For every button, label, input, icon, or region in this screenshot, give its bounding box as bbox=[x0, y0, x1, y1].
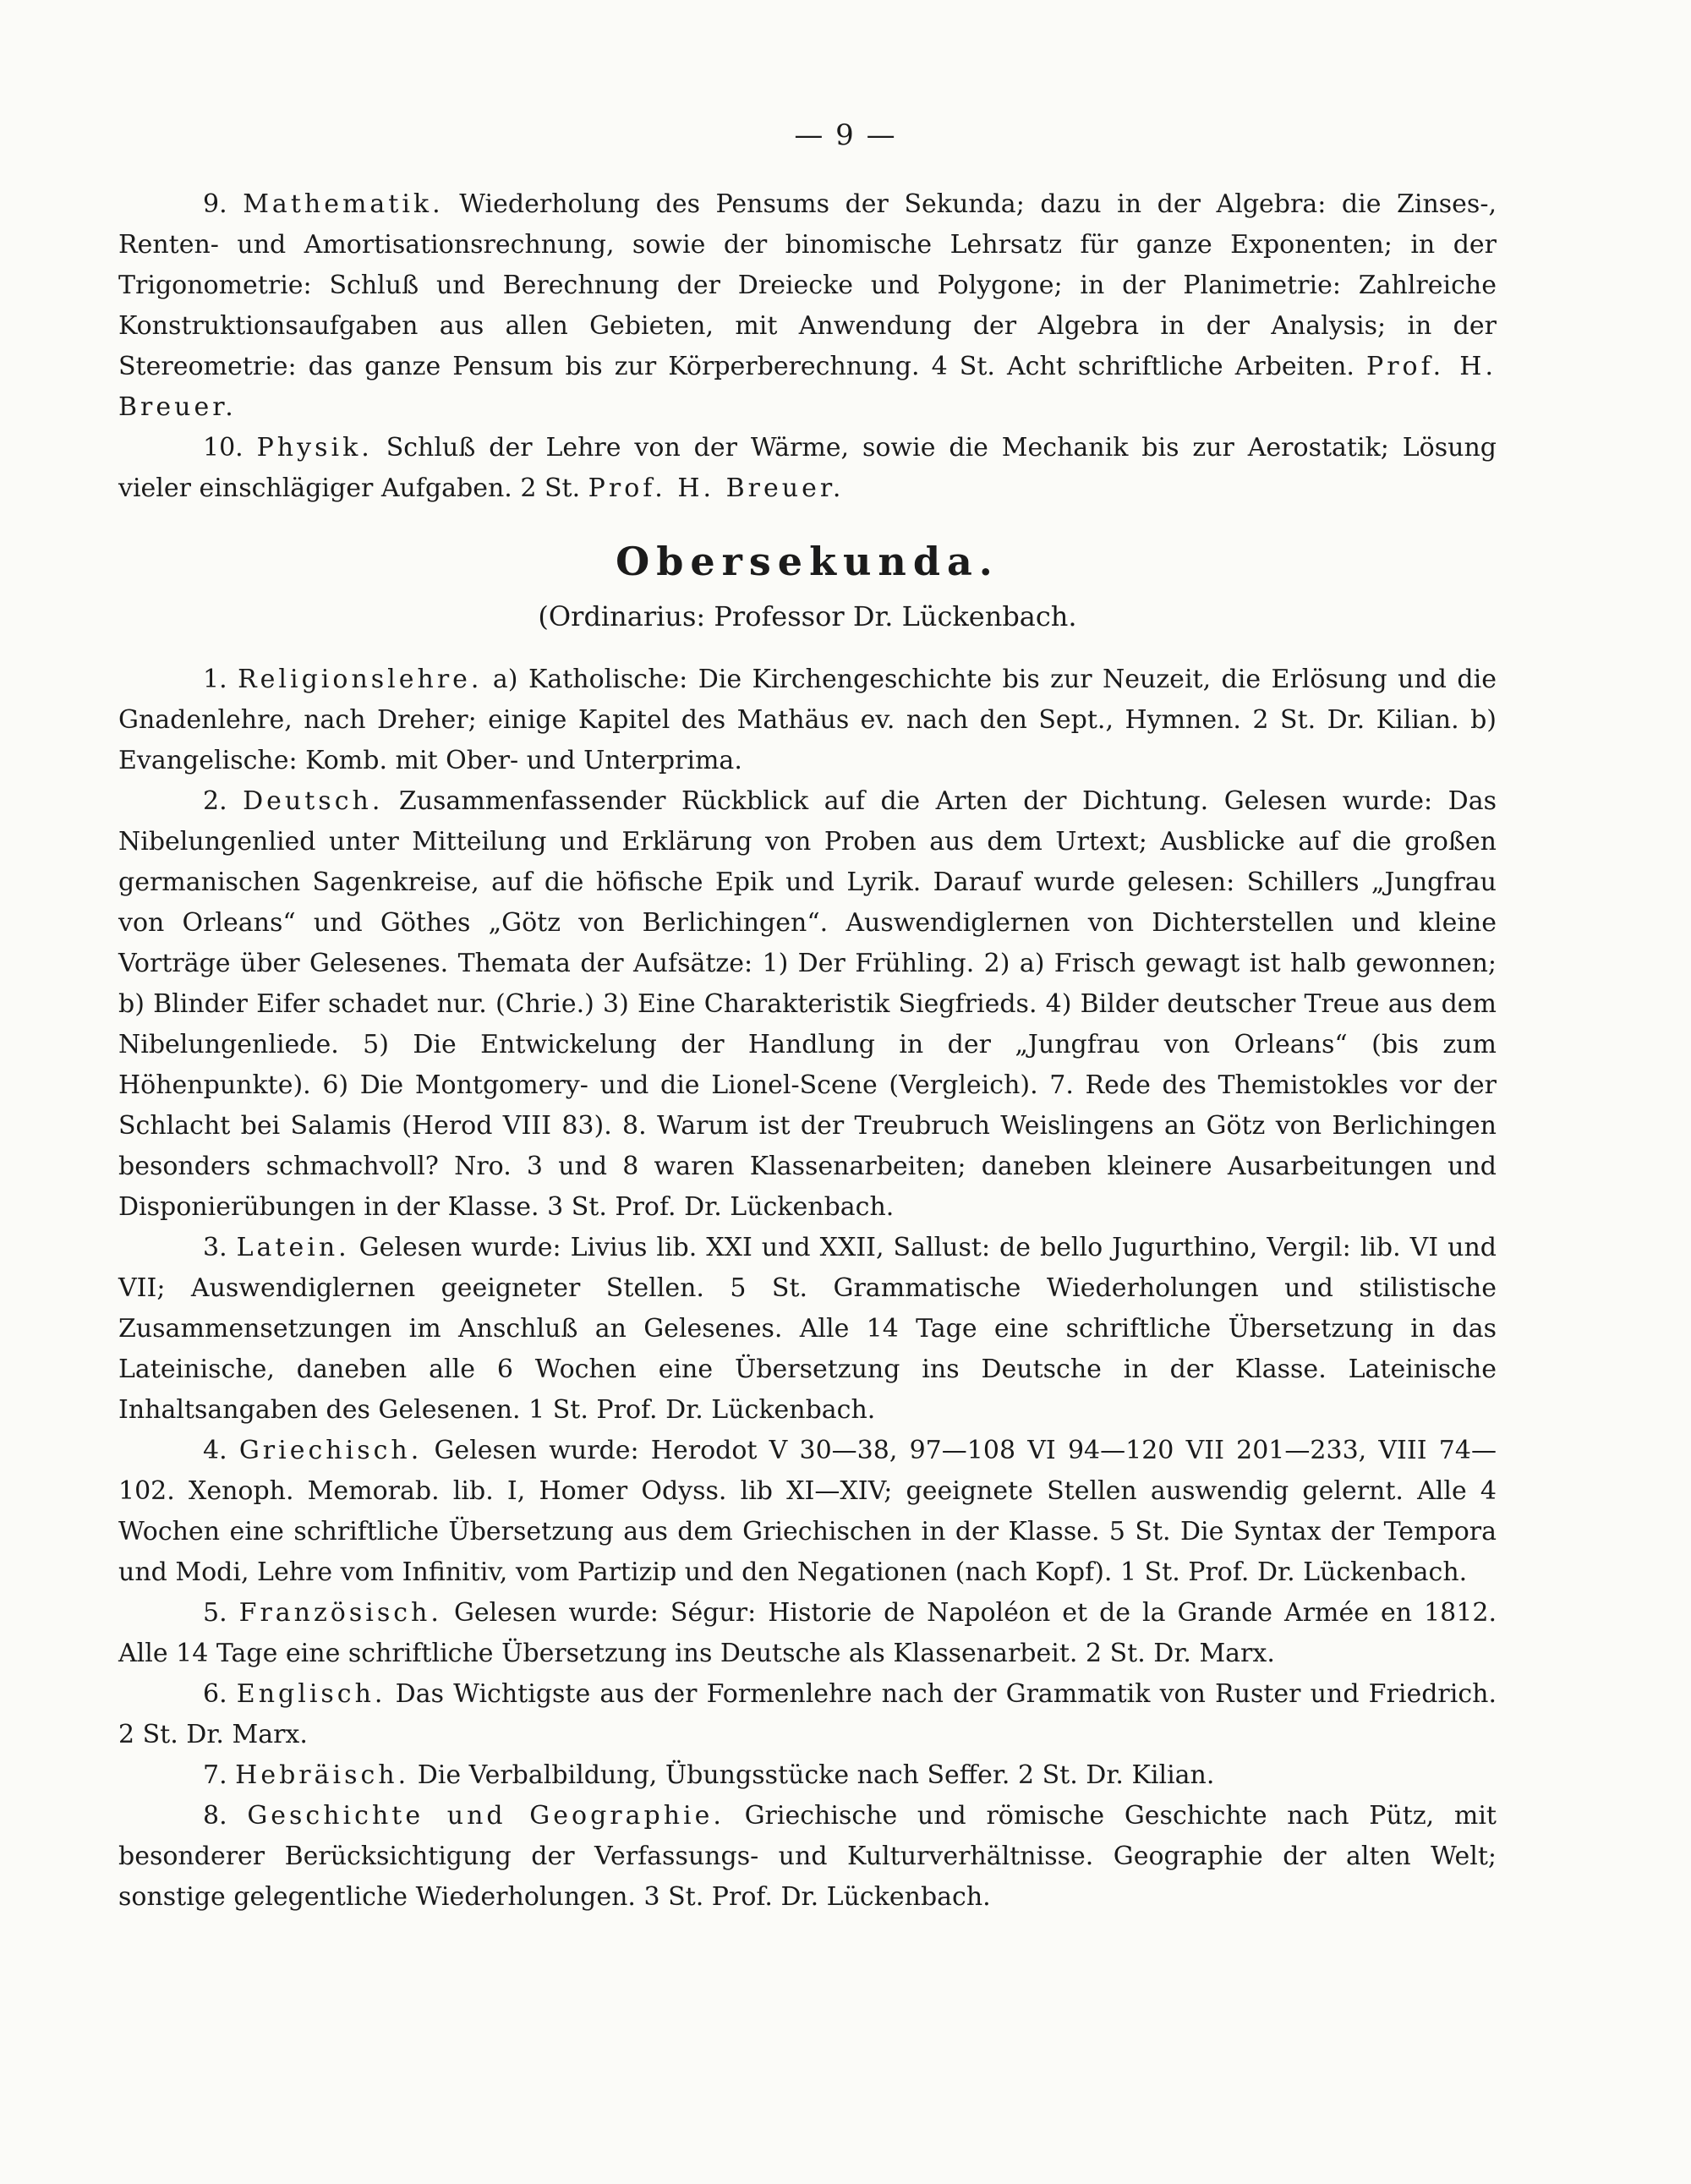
section-title: Obersekunda. bbox=[616, 539, 999, 584]
teacher-name: Prof. H. Breuer. bbox=[118, 352, 1497, 422]
paragraph-franzoesisch bbox=[118, 1593, 1497, 1674]
subject-heading: Griechisch. bbox=[238, 1436, 423, 1465]
subject-heading: Englisch. bbox=[236, 1679, 386, 1709]
paragraph-text: Gelesen wurde: Livius lib. XXI und XXII, Sallust: de bello Jugurthino, Vergil: lib. VI und VII; Auswendiglernen geeigneter Stellen. 5 St. Grammatische Wiederholungen und stilistische Zusammensetzungen im Anschluß an Gelesenes. Alle 14 Tage eine schriftliche Übersetzung in das Lateinische, daneben alle 6 Wochen eine Übersetzung ins Deutsche in der Klasse. Lateinische Inhaltsangaben des Gelesenen. 1 St. Prof. Dr. Lückenbach. bbox=[118, 1233, 1497, 1425]
item-number: 3. bbox=[203, 1233, 227, 1262]
paragraph-text: Zusammenfassender Rückblick auf die Arten der Dichtung. Gelesen wurde: Das Nibelungenlied unter Mitteilung und Erklärung von Proben aus dem Urtext; Ausblicke auf die großen germanischen Sagenkreise, auf die höfische Epik und Lyrik. Darauf wurde gelesen: Schillers „Jungfrau von Orleans“ und Göthes „Götz von Berlichingen“. Auswendiglernen von Dichterstellen und kleine Vorträge über Gelesenes. Themata der Aufsätze: 1) Der Frühling. 2) a) Frisch gewagt ist halb gewonnen; b) Blinder Eifer schadet nur. (Chrie.) 3) Eine Charakteristik Siegfrieds. 4) Bilder deutscher Treue aus dem Nibelungenliede. 5) Die Entwickelung der Handlung in der „Jungfrau von Orleans“ (bis zum Höhenpunkte). 6) Die Montgomery- und die Lionel-Scene (Vergleich). 7. Rede des Themistokles vor der Schlacht bei Salamis (Herod VIII 83). 8. Warum ist der Treubruch Weislingens an Götz von Berlichingen besonders schmachvoll? Nro. 3 und 8 waren Klassenarbeiten; daneben kleinere Ausarbeitungen und Disponierübungen in der Klasse. 3 St. Prof. Dr. Lückenbach. bbox=[118, 786, 1497, 1222]
page-content bbox=[118, 184, 1497, 1918]
subject-heading: Religionslehre. bbox=[238, 665, 483, 694]
item-number: 1. bbox=[203, 665, 227, 694]
teacher-name: Prof. H. Breuer. bbox=[588, 473, 845, 503]
paragraph-text: a) Katholische: Die Kirchengeschichte bis zur Neuzeit, die Erlösung und die Gnadenlehre, nach Dreher; einige Kapitel des Mathäus ev. nach den Sept., Hymnen. 2 St. Dr. Kilian. b) Evangelische: Komb. mit Ober- und Unterprima. bbox=[118, 665, 1497, 775]
paragraph-text: Griechische und römische Geschichte nach Pütz, mit besonderer Berücksichtigung der Verfassungs- und Kulturverhältnisse. Geographie der alten Welt; sonstige gelegentliche Wiederholungen. 3 St. Prof. Dr. Lückenbach. bbox=[118, 1801, 1497, 1912]
item-number: 4. bbox=[203, 1436, 227, 1465]
paragraph-griechisch bbox=[118, 1431, 1497, 1593]
paragraph-text: Gelesen wurde: Ségur: Historie de Napoléon et de la Grande Armée en 1812. Alle 14 Tage eine schriftliche Übersetzung ins Deutsche als Klassenarbeit. 2 St. Dr. Marx. bbox=[118, 1598, 1497, 1668]
paragraph-deutsch bbox=[118, 781, 1497, 1228]
paragraph-latein bbox=[118, 1228, 1497, 1431]
paragraph-text: Gelesen wurde: Herodot V 30—38, 97—108 VI 94—120 VII 201—233, VIII 74—102. Xenoph. Memorab. lib. I, Homer Odyss. lib XI—XIV; geeignete Stellen auswendig gelernt. Alle 4 Wochen eine schriftliche Übersetzung aus dem Griechischen in der Klasse. 5 St. Die Syntax der Tempora und Modi, Lehre vom Infinitiv, vom Partizip und den Negationen (nach Kopf). 1 St. Prof. Dr. Lückenbach. bbox=[118, 1436, 1497, 1587]
subject-heading: Deutsch. bbox=[243, 786, 384, 816]
paragraph-text: Wiederholung des Pensums der Sekunda; dazu in der Algebra: die Zinses-, Renten- und Amortisationsrechnung, sowie der binomische Lehrsatz für ganze Exponenten; in der Trigonometrie: Schluß und Berechnung der Dreiecke und Polygone; in der Planimetrie: Zahlreiche Konstruktionsaufgaben aus allen Gebieten, mit Anwendung der Algebra in der Analysis; in der Stereometrie: das ganze Pensum bis zur Körperberechnung. 4 St. Acht schriftliche Arbeiten. bbox=[118, 189, 1497, 381]
item-number: 2. bbox=[203, 786, 227, 816]
item-number: 5. bbox=[203, 1598, 227, 1628]
paragraph-text: Das Wichtigste aus der Formenlehre nach der Grammatik von Ruster und Friedrich. 2 St. Dr. Marx. bbox=[118, 1679, 1497, 1749]
paragraph-mathematik bbox=[118, 184, 1497, 428]
subject-heading: Französisch. bbox=[238, 1598, 442, 1628]
subject-heading: Geschichte und Geographie. bbox=[247, 1801, 725, 1831]
item-number: 9. bbox=[203, 189, 227, 219]
paragraph-geschichte bbox=[118, 1796, 1497, 1918]
subject-heading: Hebräisch. bbox=[235, 1760, 410, 1790]
paragraph-religionslehre bbox=[118, 660, 1497, 781]
paragraph-physik bbox=[118, 428, 1497, 509]
paragraph-hebraeisch bbox=[118, 1755, 1497, 1796]
item-number: 7. bbox=[203, 1760, 227, 1790]
item-number: 8. bbox=[203, 1801, 227, 1831]
subject-heading: Physik. bbox=[256, 433, 373, 463]
paragraph-englisch bbox=[118, 1674, 1497, 1755]
section-subtitle: (Ordinarius: Professor Dr. Lückenbach. bbox=[538, 600, 1077, 632]
item-number: 10. bbox=[203, 433, 244, 463]
page-number: — 9 — bbox=[794, 118, 897, 152]
subject-heading: Latein. bbox=[236, 1233, 350, 1262]
item-number: 6. bbox=[203, 1679, 227, 1709]
paragraph-text: Die Verbalbildung, Übungsstücke nach Seffer. 2 St. Dr. Kilian. bbox=[417, 1760, 1215, 1790]
subject-heading: Mathematik. bbox=[243, 189, 444, 219]
paragraph-text: Schluß der Lehre von der Wärme, sowie die Mechanik bis zur Aerostatik; Lösung vieler einschlägiger Aufgaben. 2 St. bbox=[118, 433, 1497, 503]
